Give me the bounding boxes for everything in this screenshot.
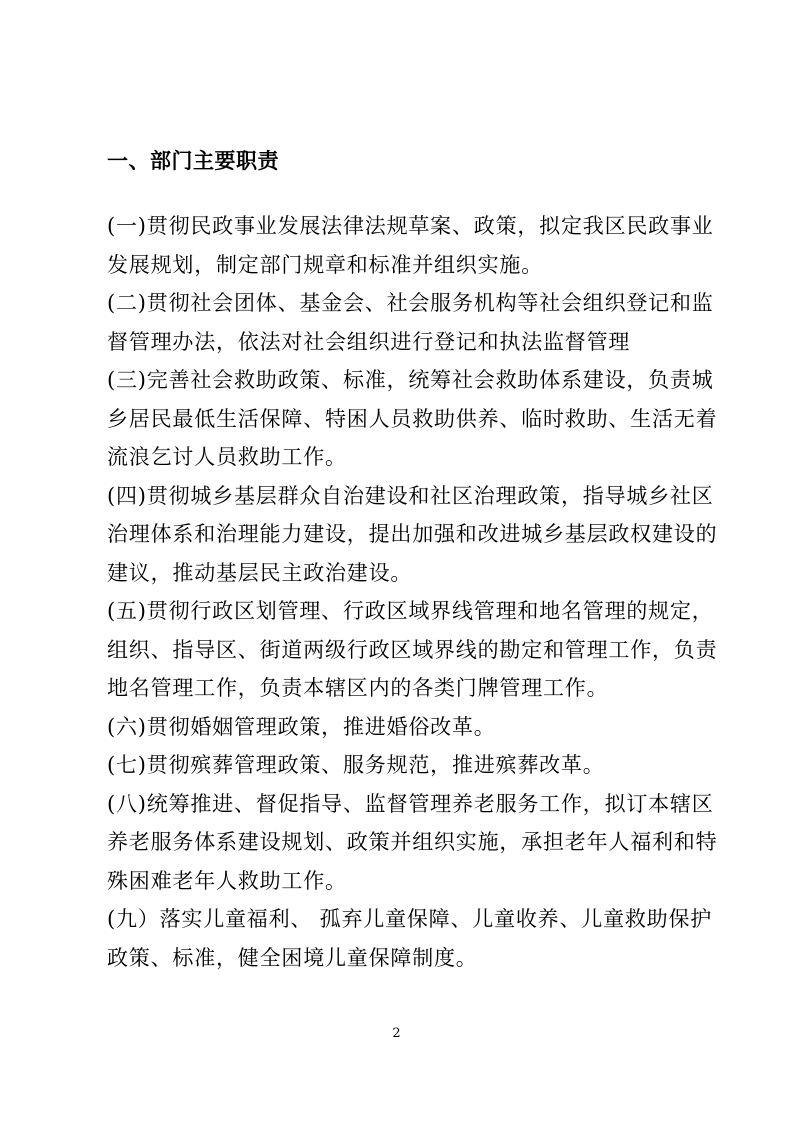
body-line: (三)完善社会救助政策、标准，统筹社会救助体系建设，负责城 — [107, 368, 714, 392]
body-line: 政策、标准，健全困境儿童保障制度。 — [107, 945, 478, 970]
body-line: 养老服务体系建设规划、政策并组织实施，承担老年人福利和特 — [107, 830, 718, 854]
body-line: (四)贯彻城乡基层群众自治建设和社区治理政策，指导城乡社区 — [107, 483, 714, 508]
body-line: 殊困难老年人救助工作。 — [107, 868, 347, 893]
body-line: 治理体系和治理能力建设，提出加强和改进城乡基层政权建设的 — [107, 522, 718, 546]
section-heading: 一、部门主要职责 — [107, 148, 279, 173]
body-line: (五)贯彻行政区划管理、行政区域界线管理和地名管理的规定， — [107, 599, 714, 623]
body-line: 建议，推动基层民主政治建设。 — [107, 560, 413, 585]
body-line: (六)贯彻婚姻管理政策，推进婚俗改革。 — [107, 714, 496, 739]
body-line: 组织、指导区、街道两级行政区域界线的勘定和管理工作，负责 — [107, 637, 718, 662]
section-body — [107, 207, 718, 977]
body-line: (二)贯彻社会团体、基金会、社会服务机构等社会组织登记和监 — [107, 291, 714, 315]
body-line: 督管理办法，依法对社会组织进行登记和执法监督管理 — [107, 329, 631, 354]
body-line: (七)贯彻殡葬管理政策、服务规范，推进殡葬改革。 — [107, 753, 605, 777]
body-line: (八)统筹推进、督促指导、监督管理养老服务工作，拟订本辖区 — [107, 791, 714, 816]
body-line: 乡居民最低生活保障、特困人员救助供养、临时救助、生活无着 — [107, 406, 718, 431]
body-line: 发展规划，制定部门规章和标准并组织实施。 — [107, 252, 543, 277]
body-line: (一)贯彻民政事业发展法律法规草案、政策，拟定我区民政事业 — [107, 214, 714, 238]
body-line: (九）落实儿童福利、 孤弃儿童保障、儿童收养、儿童救助保护 — [107, 907, 713, 931]
body-line: 流浪乞讨人员救助工作。 — [107, 445, 347, 469]
page-number: 2 — [392, 1026, 401, 1041]
body-line: 地名管理工作，负责本辖区内的各类门牌管理工作。 — [107, 676, 609, 700]
